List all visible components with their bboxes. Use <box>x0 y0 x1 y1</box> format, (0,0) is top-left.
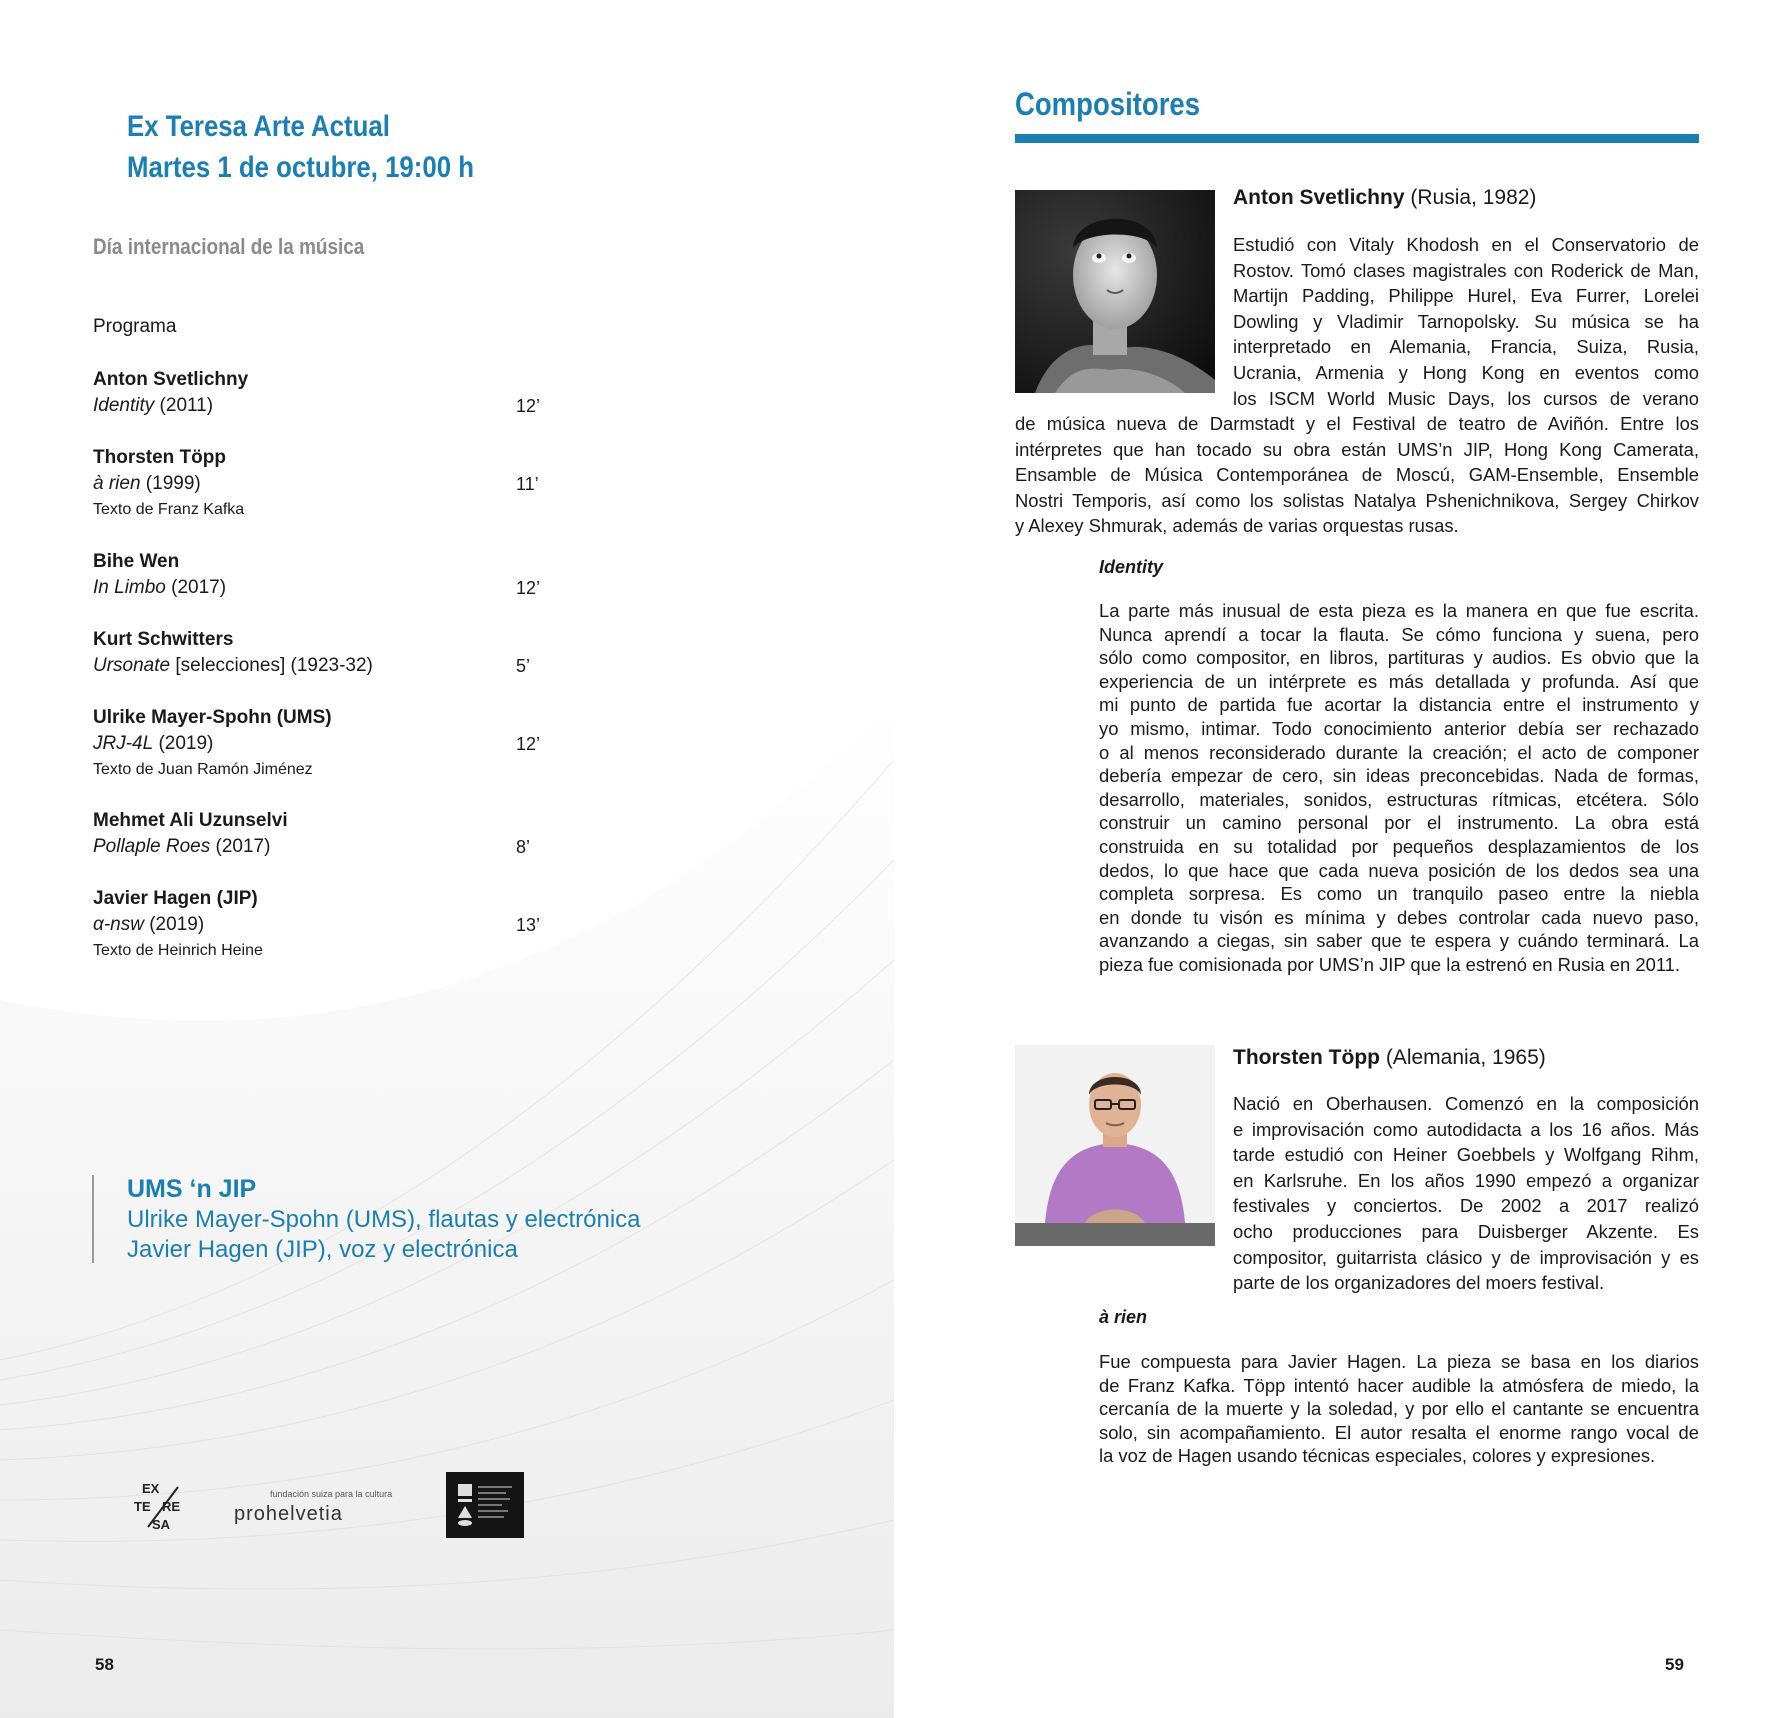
program-text-credit: Texto de Franz Kafka <box>93 501 245 518</box>
work-line: en donde tu visón es mínima y debes controlar cada nuevo paso, <box>1099 906 1699 928</box>
work-line: construir un camino personal por el instrumento. La obra está <box>1099 812 1699 834</box>
composer-bio-wrap <box>1233 232 1699 411</box>
program-duration: 12’ <box>516 578 541 598</box>
portrait-image <box>1015 1045 1215 1246</box>
page-number-left: 58 <box>95 1655 114 1674</box>
program-composer: Javier Hagen (JIP) <box>93 888 258 909</box>
work-line: Nunca aprendí a tocar la flauta. Se cómo funciona y suena, pero <box>1099 623 1699 645</box>
program-item <box>93 886 543 964</box>
work-description <box>1099 1350 1699 1468</box>
page-number-right: 59 <box>1665 1655 1684 1674</box>
bio-line: y Alexey Shmurak, además de varias orquestas rusas. <box>1015 515 1459 537</box>
program-work-year: (2017) <box>210 836 271 857</box>
event-subtitle: Día internacional de la música <box>93 234 365 259</box>
title-rule <box>1015 134 1699 143</box>
valais-emblem-icon <box>446 1472 524 1538</box>
right-page <box>894 0 1788 1718</box>
bio-line: Estudió con Vitaly Khodosh en el Conservatorio de <box>1233 234 1699 255</box>
work-line: debería empezar de cero, sin ideas preconcebidas. Nada de formas, <box>1099 765 1699 787</box>
composer-name: Thorsten Töpp <box>1233 1046 1380 1069</box>
work-title: à rien <box>1099 1307 1148 1327</box>
composer-heading <box>1233 186 1536 210</box>
bio-line: en Karlsruhe. En los años 1990 empezó a organizar <box>1233 1169 1699 1191</box>
logo-text: RE <box>162 1499 181 1514</box>
program-work-year: (2019) <box>153 733 214 754</box>
program-work <box>93 731 543 757</box>
program-composer: Kurt Schwitters <box>93 629 234 650</box>
program-work-title: In Limbo <box>93 577 166 598</box>
program-item <box>93 549 543 601</box>
work-line: sólo como compositor, en libros, partituras y audios. Es obvio que la <box>1099 647 1699 669</box>
program-work-title: à rien <box>93 473 141 494</box>
program-item <box>93 367 543 419</box>
program-work-title: Identity <box>93 395 155 416</box>
program-composer: Thorsten Töpp <box>93 447 226 468</box>
bio-line: Ensamble de Música Contemporánea de Moscú, GAM-Ensemble, Ensemble <box>1015 464 1699 486</box>
program-composer: Bihe Wen <box>93 551 180 572</box>
program-work-year: (2011) <box>154 395 214 416</box>
program-work <box>93 575 543 601</box>
program-label: Programa <box>93 316 177 337</box>
bio-line: Dowling y Vladimir Tarnopolsky. Su música se ha <box>1233 310 1699 332</box>
work-line: pieza fue comisionada por UMS’n JIP que la estrenó en Rusia en 2011. <box>1099 953 1681 975</box>
program-work <box>93 834 543 860</box>
program-work <box>93 653 543 679</box>
logo-text: EX <box>142 1481 160 1496</box>
program-duration: 13’ <box>516 915 541 935</box>
work-line: o al menos reconsiderado durante la creación; el acto de componer <box>1099 741 1699 763</box>
ensemble-name: UMS ‘n JIP <box>127 1175 257 1203</box>
program-duration: 5’ <box>516 656 531 676</box>
section-title: Compositores <box>1015 86 1201 122</box>
ensemble-member: Javier Hagen (JIP), voz y electrónica <box>127 1236 518 1263</box>
program-work-title: Ursonate <box>93 655 171 676</box>
work-line: solo, sin acompañamiento. El autor resalta el enorme rango vocal de <box>1099 1421 1699 1443</box>
work-line: de Franz Kafka. Töpp intentó hacer audible la atmósfera de miedo, la <box>1099 1374 1699 1396</box>
bio-line: los ISCM World Music Days, los cursos de verano <box>1233 387 1699 409</box>
program-composer: Mehmet Ali Uzunselvi <box>93 810 288 831</box>
bio-line: parte de los organizadores del moers festival. <box>1233 1272 1605 1294</box>
bio-line: Ucrania, Armenia y Hong Kong en eventos como <box>1233 361 1699 383</box>
bio-line: Martijn Padding, Philippe Hurel, Eva Furrer, Lorelei <box>1233 285 1699 307</box>
program-text-credit: Texto de Heinrich Heine <box>93 942 263 959</box>
bio-line: ocho producciones para Duisberger Akzente. Es <box>1233 1220 1699 1242</box>
program-item <box>93 445 543 523</box>
bio-line: intérpretes que han tocado su obra están UMS’n JIP, Hong Kong Camerata, <box>1015 438 1699 460</box>
program-work-year: [selecciones] (1923-32) <box>170 655 373 676</box>
program-duration: 12’ <box>516 734 541 754</box>
program-work <box>93 393 543 419</box>
composer-photo-topp <box>1015 1045 1215 1246</box>
portrait-image <box>1015 190 1215 393</box>
work-title: Identity <box>1099 557 1164 577</box>
bio-line: de música nueva de Darmstadt y el Festival de teatro de Aviñón. Entre los <box>1015 413 1699 434</box>
program-work-year: (2019) <box>143 914 205 935</box>
prohelvetia-tagline: fundación suiza para la cultura <box>270 1489 393 1499</box>
work-line: Fue compuesta para Javier Hagen. La pieza se basa en los diarios <box>1099 1351 1699 1372</box>
program-duration: 8’ <box>516 837 531 857</box>
work-line: avanzando a ciegas, sin saber que te espera y cuándo terminará. La <box>1099 930 1699 952</box>
bio-line: compositor, guitarrista clásico y de improvisación y es <box>1233 1246 1699 1268</box>
program-composer: Anton Svetlichny <box>93 369 249 390</box>
program-composer: Ulrike Mayer-Spohn (UMS) <box>93 707 332 728</box>
program-work <box>93 912 543 938</box>
program-text-credit: Texto de Juan Ramón Jiménez <box>93 761 313 778</box>
composer-name: Anton Svetlichny <box>1233 186 1405 209</box>
composer-origin: (Rusia, 1982) <box>1404 186 1537 209</box>
ensemble-divider <box>92 1175 94 1263</box>
bio-line: festivales y conciertos. De 2002 a 2017 realizó <box>1233 1195 1699 1217</box>
bio-line: Nostri Temporis, así como los solistas Natalya Pshenichnikova, Sergey Chirkov <box>1015 489 1699 511</box>
bio-line: Rostov. Tomó clases magistrales con Roderick de Man, <box>1233 259 1699 281</box>
work-description <box>1099 599 1699 977</box>
work-line: La parte más inusual de esta pieza es la manera en que fue escrita. <box>1099 600 1699 621</box>
composer-origin: (Alemania, 1965) <box>1379 1046 1546 1069</box>
program-item <box>93 705 543 783</box>
work-line: experiencia de un intérprete es más detallada y profunda. Así que <box>1099 670 1699 692</box>
logo-text: SA <box>152 1517 171 1532</box>
work-line: completa sorpresa. Es como un tranquilo paseo entre la niebla <box>1099 883 1699 905</box>
venue-title: Ex Teresa Arte Actual <box>127 110 390 143</box>
composer-heading <box>1233 1046 1546 1070</box>
program-duration: 11’ <box>516 474 539 494</box>
program-work-title: Pollaple Roes <box>93 836 211 857</box>
bio-line: tarde estudió con Heiner Goebbels y Wolfgang Rihm, <box>1233 1144 1699 1166</box>
composer-bio-full <box>1015 411 1699 539</box>
work-line: la voz de Hagen usando técnicas especiales, colores y expresiones. <box>1099 1445 1656 1467</box>
event-datetime: Martes 1 de octubre, 19:00 h <box>127 151 474 184</box>
work-line: cercanía de la muerte y la soledad, y por ello el cantante se encuentra <box>1099 1398 1699 1420</box>
ensemble-member: Ulrike Mayer-Spohn (UMS), flautas y electrónica <box>127 1206 641 1233</box>
program-duration: 12’ <box>516 396 541 416</box>
ex-teresa-logo <box>132 1481 188 1535</box>
prohelvetia-logo: prohelvetia <box>234 1503 343 1525</box>
work-line: construida en su totalidad por pequeños desplazamientos de los <box>1099 835 1699 857</box>
work-line: dedos, lo que hace que cada nueva posición de los dedos sea una <box>1099 859 1699 881</box>
composer-photo-svetlichny <box>1015 190 1215 393</box>
program-work-year: (2017) <box>165 577 227 598</box>
logo-text: TE <box>134 1499 151 1514</box>
bio-line: interpretado en Alemania, Francia, Suiza, Rusia, <box>1233 336 1699 358</box>
program-item <box>93 627 543 679</box>
program-work <box>93 471 543 497</box>
bio-line: e improvisación como autodidacta a los 16 años. Más <box>1233 1118 1699 1140</box>
work-line: desarrollo, materiales, sonidos, estructuras rítmicas, etcétera. Sólo <box>1099 788 1699 810</box>
bio-line: Nació en Oberhausen. Comenzó en la composición <box>1233 1093 1699 1114</box>
valais-culture-logo <box>446 1472 524 1538</box>
composer-bio-wrap <box>1233 1091 1699 1296</box>
program-item <box>93 808 543 860</box>
program-work-title: JRJ-4L <box>93 733 154 754</box>
program-work-title: α-nsw <box>93 914 144 935</box>
work-line: mi punto de partida fue acortar la distancia entre el instrumento y <box>1099 694 1699 716</box>
program-work-year: (1999) <box>140 473 201 494</box>
work-line: yo mismo, intimar. Todo conocimiento anterior debía ser rechazado <box>1099 717 1699 739</box>
